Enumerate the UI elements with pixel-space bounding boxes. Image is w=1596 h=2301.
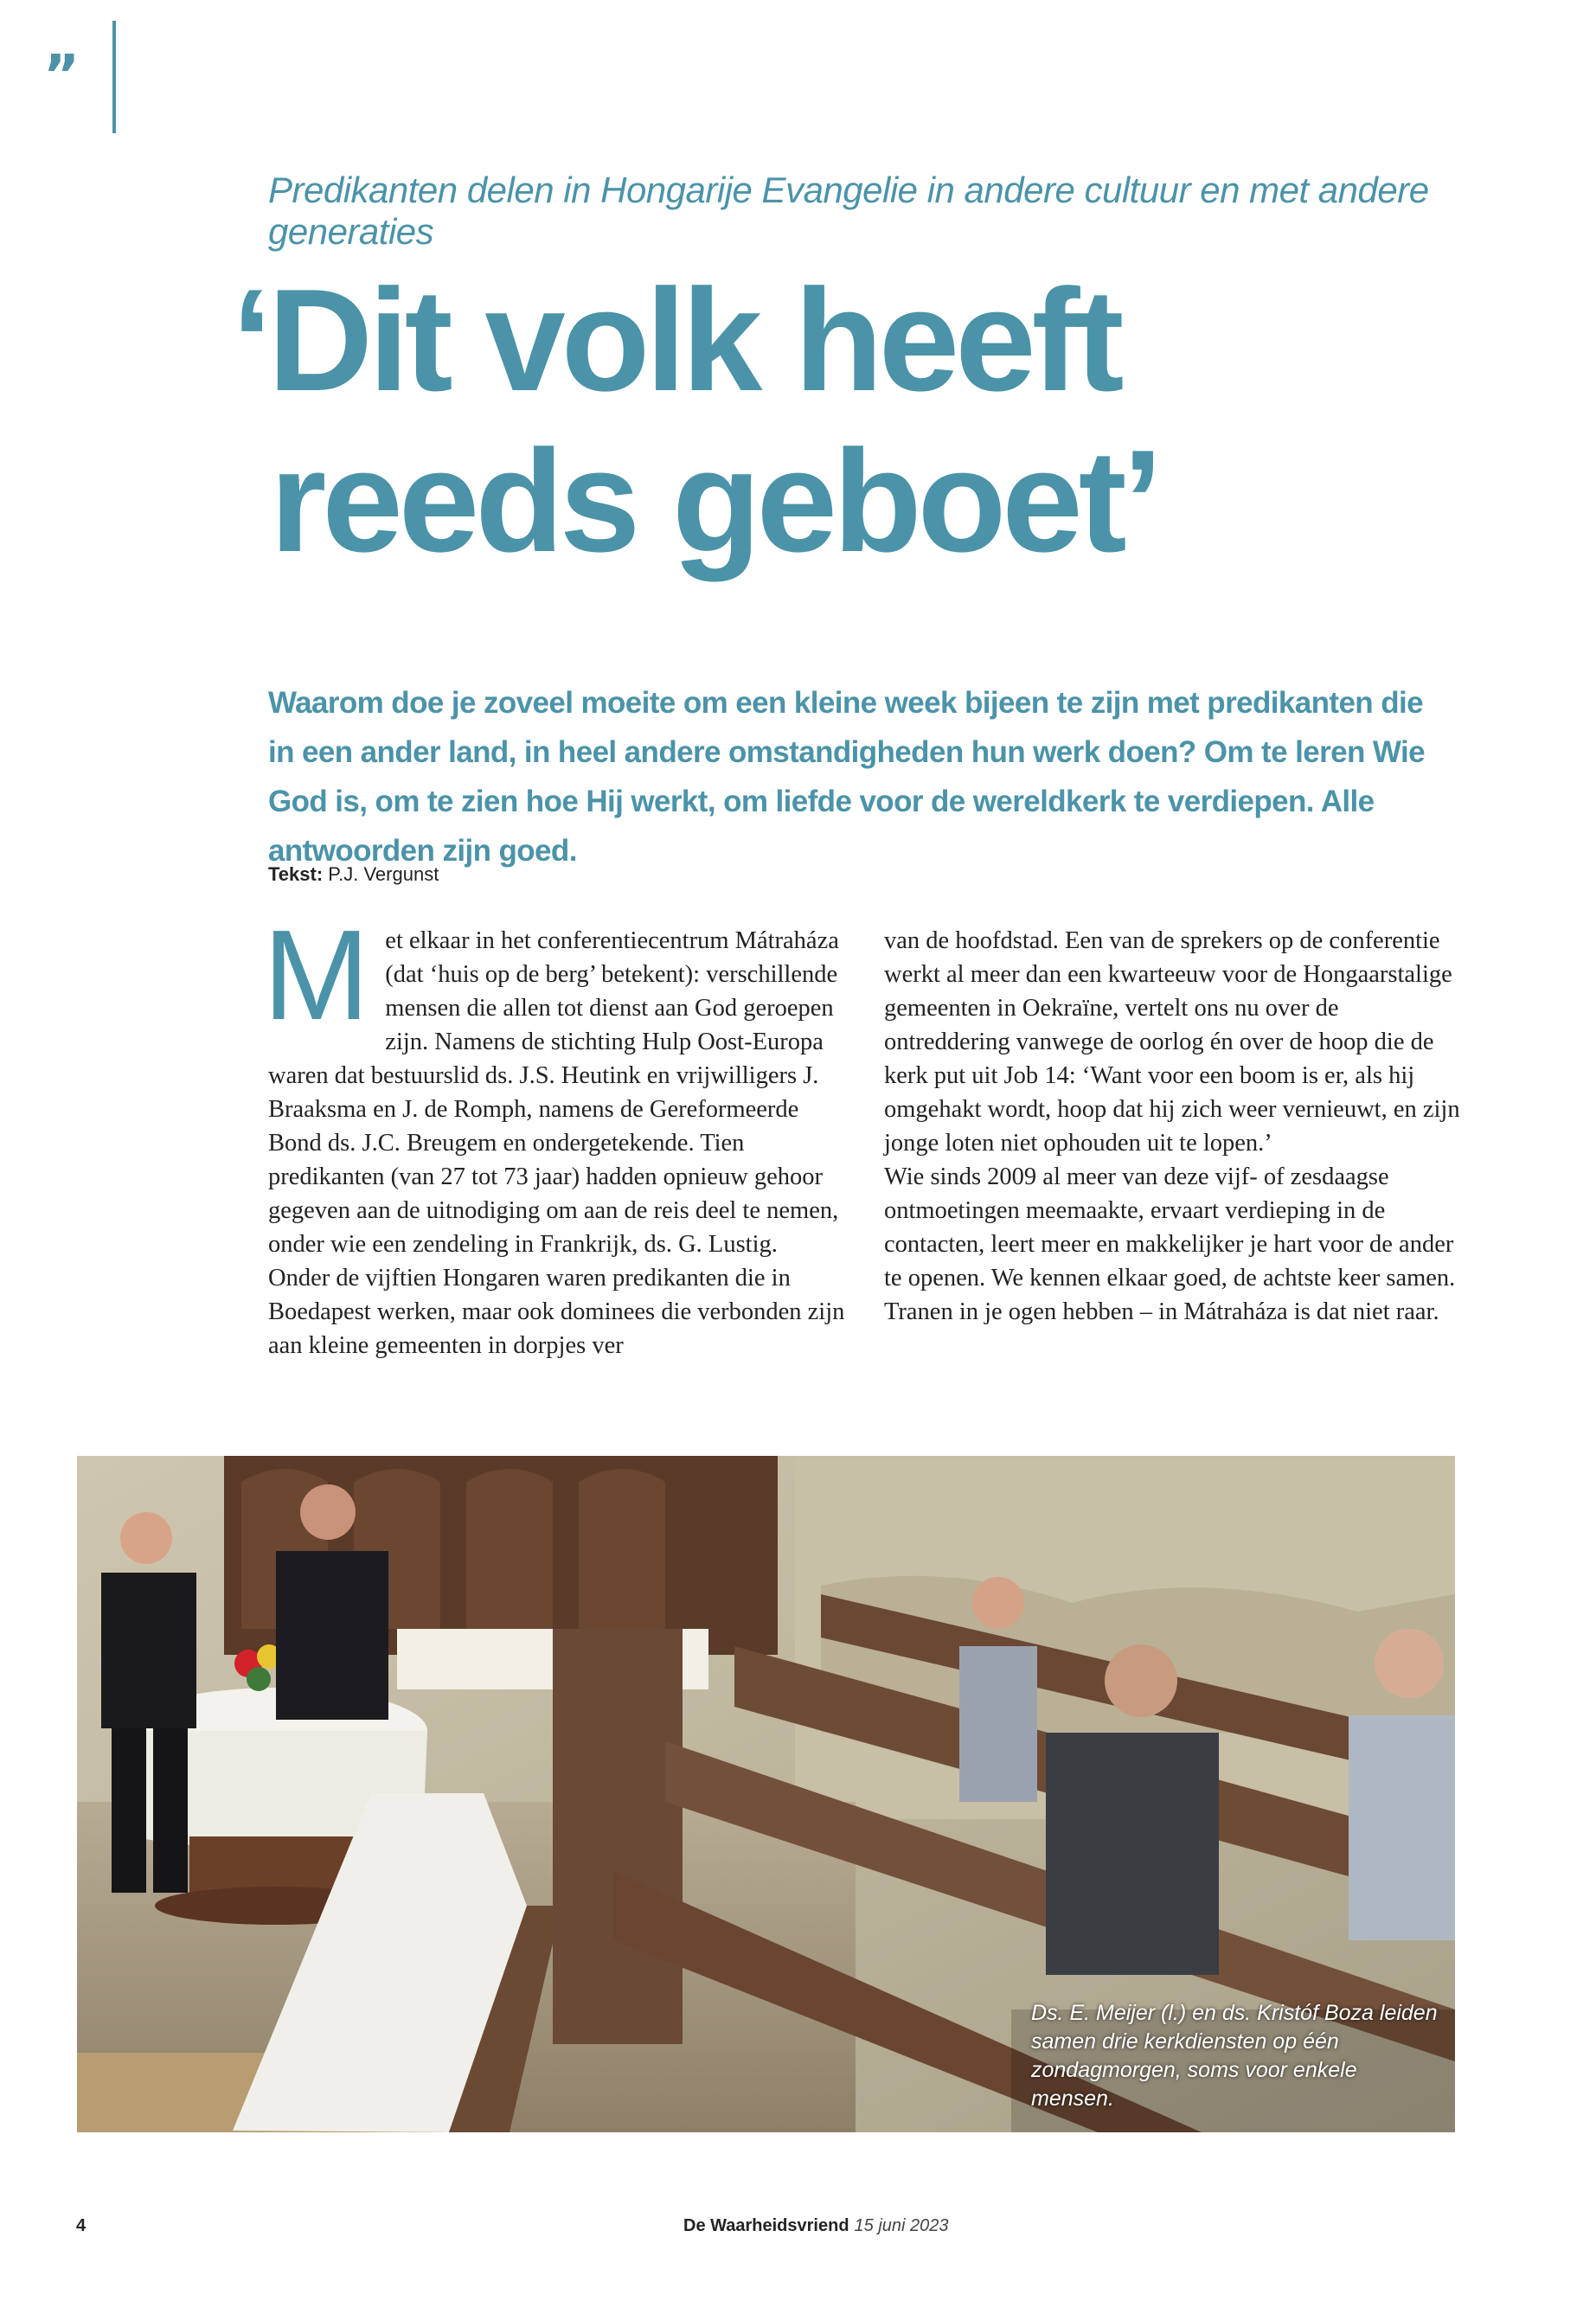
article-intro: Waarom doe je zoveel moeite om een kleine week bijeen te zijn met predikanten die in een ander land, in heel andere omstandigheden hun werk doen? Om te leren Wie God is, om te zien hoe Hij werkt, om liefde voor de wereldkerk te verdiepen. Alle antwoorden zijn goed. bbox=[268, 686, 1425, 868]
headline-line-1: ‘Dit volk heeft bbox=[232, 259, 1120, 421]
church-photo bbox=[77, 1456, 1455, 2132]
body-column-1 bbox=[263, 904, 846, 1362]
drop-cap: M bbox=[263, 904, 370, 1047]
paragraph-text: et elkaar in het conferentiecentrum Mátraháza (dat ‘huis op de berg’ betekent): verschillende mensen die allen tot dienst aan God geroepen zijn. Namens de stichting Hulp Oost-Europa waren dat bestuurslid ds. J.S. Heutink en vrijwilligers J. Braaksma en J. de Romph, namens de Gereformeerde Bond ds. J.C. Breugem en ondergetekende. Tien predikanten (van 27 tot 73 jaar) hadden opnieuw gehoor gegeven aan de uitnodiging om aan de reis deel te nemen, onder wie een zendeling in Frankrijk, ds. G. Lustig. bbox=[268, 927, 839, 1258]
headline-line-2: reeds geboet’ bbox=[270, 420, 1159, 582]
body-paragraph: Wie sinds 2009 al meer van deze vijf- of zesdaagse ontmoetingen meemaakte, ervaart verdieping in de contacten, leert meer en makkelijker je hart voor de ander te openen. We kennen elkaar goed, de achtste keer samen. Tranen in je ogen hebben – in Mátraháza is dat niet raar. bbox=[884, 1163, 1456, 1325]
body-paragraph bbox=[263, 904, 846, 1261]
byline bbox=[268, 863, 439, 886]
issue-date: 15 juni 2023 bbox=[854, 2216, 949, 2235]
magazine-name: De Waarheidsvriend bbox=[683, 2216, 849, 2235]
quote-mark-icon: ” bbox=[43, 44, 80, 108]
byline-label: Tekst: bbox=[268, 863, 324, 885]
article-headline bbox=[232, 260, 1443, 581]
photo-caption: Ds. E. Meijer (l.) en ds. Kristóf Boza leiden samen drie kerkdiensten op één zondagmorgen, soms voor enkele mensen. bbox=[1031, 2001, 1438, 2111]
body-paragraph: van de hoofdstad. Een van de sprekers op de conferentie werkt al meer dan een kwarteeuw voor de Hongaarstalige gemeenten in Oekraïne, vertelt ons nu over de ontreddering vanwege de oorlog én over de hoop die de kerk put uit Job 14: ‘Want voor een boom is er, als hij omgehakt wordt, hoop dat hij zich weer vernieuwt, en zijn jonge loten niet ophouden uit te lopen.’ bbox=[884, 927, 1460, 1157]
page-number: 4 bbox=[76, 2216, 87, 2235]
footer-publication bbox=[683, 2216, 949, 2236]
body-paragraph: Onder de vijftien Hongaren waren predikanten die in Boedapest werken, maar ook dominees die verbonden zijn aan kleine gemeenten in dorpjes ver bbox=[268, 1265, 845, 1359]
article-kicker: Predikanten delen in Hongarije Evangelie in andere cultuur en met andere generaties bbox=[268, 170, 1429, 252]
body-column-2 bbox=[884, 924, 1462, 1329]
byline-author: P.J. Vergunst bbox=[328, 863, 439, 885]
section-divider bbox=[112, 21, 116, 133]
